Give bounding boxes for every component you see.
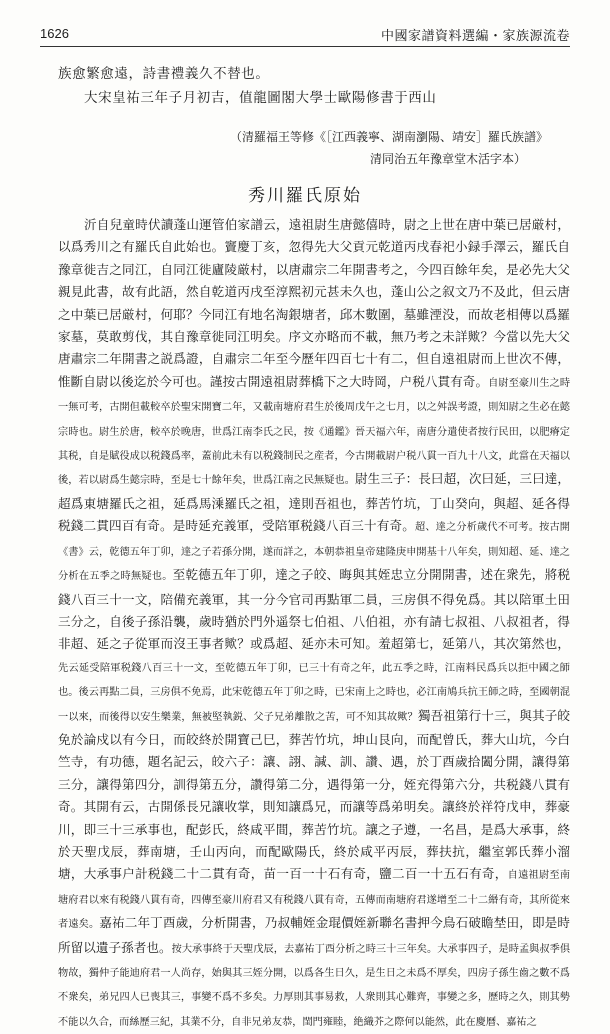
body-text-run: 獨吾祖第行十三，與其子皎免於論戍以有今日，而皎終於開寶己巳，葬苦竹坑，坤山艮向，而配曾氏，葬大山坑，今白竺寺，有功德，題名記云，皎六子：讓、詡、諴、訓、讚、遇，於丁酉歲拾闔分開，讓得第三分，讓得第四分，訓得第五分，讚得第二分，遇得第一分，姪充得第六分，共税錢八貫有奇。其開有云，古開係長兄讓收掌，則知讓爲兄，而讓等爲弟明矣。讓終於祥符戊申，葬豪川，即三十三承事也，配彭氏，終咸平間，葬苦竹坑。讓之子遵，一名昌，是爲大承事，終於天聖戊辰，葬南塘，壬山丙向，而配歐陽氏，終於咸平丙辰，葬扶抗，繼室郭氏葬小溜塘，大承事户計税錢二十二貫有奇，苗一百一十石有奇，鹽二百一十五石有奇， bbox=[58, 707, 570, 882]
intro-line-1: 族愈繁愈遠，詩書禮義久不替也。 bbox=[58, 66, 270, 82]
body-text-run: 至乾德五年丁卯，達之子皎、晦與其姪忠立分開開書，述在衆先，將税錢八百三十一文，陪備充義軍，其一分今官司再點軍二員，三房俱不得免爲。其以陪軍土田三分之，自後子孫沿襲，歲時猶於門外遥祭七伯祖、八伯祖，亦有請七叔祖、八叔祖者，得非超、延之子從軍而沒王事者歟？或爲超、延亦未可知。羞超第七，延第八，其次第然也， bbox=[58, 567, 571, 652]
body-text bbox=[58, 214, 570, 1034]
body-text-run: 尉生三子：長曰超，次曰延，三曰達，超爲東塘羅氏之祖，延爲馬溗羅氏之祖，達則吾祖也，葬苦竹坑，丁山癸向，與超、延各得税錢二貫四百有奇。是時延充義軍，受陪軍税錢八百三十有奇。 bbox=[58, 471, 571, 534]
running-title: 中國家譜資料選編・家族源流卷 bbox=[380, 29, 570, 44]
annotation-note: 自遠祖尉至南塘府君以來有税錢八貫有奇，四傳至豪川府君又有税錢八貫有奇，五傳而南塘府君遂增至二十二緡有奇，其所從來者遠矣。 bbox=[58, 870, 571, 931]
intro-line-2: 大宋皇祐三年子月初吉，值龍圖閣大學士歐陽修書于西山 bbox=[84, 90, 437, 106]
body-paragraph bbox=[58, 214, 570, 1034]
running-header bbox=[40, 24, 570, 47]
section-title: 秀川羅氏原始 bbox=[248, 186, 362, 206]
annotation-note: 先云延受陪軍税錢八百三十一文，至乾德五年丁卯，已三十有奇之年，此五季之時，江南料民爲兵以拒中國之師也。後云再點二員，三房俱不免焉，此宋乾德五年丁卯之時，已宋南上之時也，必江南鳩兵抗王師之時，至國朝混一以來，而後得以安生樂業，無被堅執鋭、父子兄弟離散之苦，可不知其故歟？ bbox=[58, 662, 570, 723]
annotation-note: 超、達之分析歲代不可考。按古開《書》云，乾德五年丁卯，達之子若孫分開，遂而詳之，本朝恭祖皇帝建隆庚申開基十八年矣，則知超、延、達之分析在五季之時無疑也。 bbox=[58, 522, 570, 583]
page-number: 1626 bbox=[40, 26, 69, 41]
body-text-run: 嘉祐二年丁酉歲，分析開書，乃叔輔姪金琨價姪新聯名書押今鳥石破瞻埜田，即是時所留以遺子孫者也。 bbox=[58, 915, 571, 955]
annotation-note: 自尉至豪川生之時一無可考，古開但載較卒於聖宋開寶二年，又載南塘府君生於後周戊午之七月，以之舛誤考證，則知尉之生必在懿宗時也。尉生於唐，較卒於晚唐，世爲江南李氏之民，按《通鑑》晉天福六年，南唐分遣使者按行民田，以肥瘠定其税，自是賦役成以税錢爲率，蓋前此未有以税錢制民之産者，今古開載尉户税八貫一百九十八文，此當在天福以後，若以尉爲生懿宗時，至是七十餘年矣，世爲江南之民無疑也。 bbox=[58, 377, 571, 487]
citation-line-2: 清同治五年豫章堂木活字本） bbox=[370, 152, 527, 166]
annotation-note: 按大承事終于天聖戊辰，去嘉祐丁酉分析之時三十三年矣。大承事四子，是時孟與叔季俱物故，獨仲子能迪府君一人尚存，始與其三姪分開，以爲各生日久，是生日之未爲不厚矣，四房子孫生齒之數不爲不衆矣，弟兄四人已喪其三，事變不爲不多矣。力厚則其事易救，人衆則其心難齊，事變之多，歷時之久，則其勢不能以久合，而絲歷三紀，其業不分，自非兄弟友恭，閨門雍睦，絶織芥之際何以能然，此在慶曆、嘉祐之 bbox=[58, 943, 571, 1028]
body-text-run: 沂自兒童時伏讀蓬山運管伯家譜云，遠祖尉生唐懿僖時，尉之上世在唐中葉已居厳村，以爲秀川之有羅氏自此始也。竇慶丁亥，忽得先大父貢元乾道丙戌春祀小録手澤云，羅氏自豫章徙吉之同江，自同江徙廬陵厳村，以唐肅宗二年開書考之，今四百餘年矣，是必先大父親見此書，故有此語，然自乾道丙戌至淳熙初元甚未久也，蓬山公之叙文乃不及此，但云唐之中葉已居厳村，何耶？今同江有地名淘銀塘者，邱木數圍，墓雖湮没，而故老相傳以爲羅家墓，莫敢剪伐，其自豫章徙同江明矣。序文亦略而不載，無乃考之未詳歟？今當以先大父唐肅宗二年開書之説爲證，自肅宗二年至今歷年四百七十有二，但自遠祖尉而上世次不傳，惟斷自尉以後迄於今可也。謹按古開遠祖尉葬橋下之大時岡，户税八貫有奇。 bbox=[58, 217, 570, 389]
citation-line-1: （清羅福王等修《［江西義寧、湖南瀏陽、靖安］羅氏族譜》 bbox=[230, 130, 549, 144]
